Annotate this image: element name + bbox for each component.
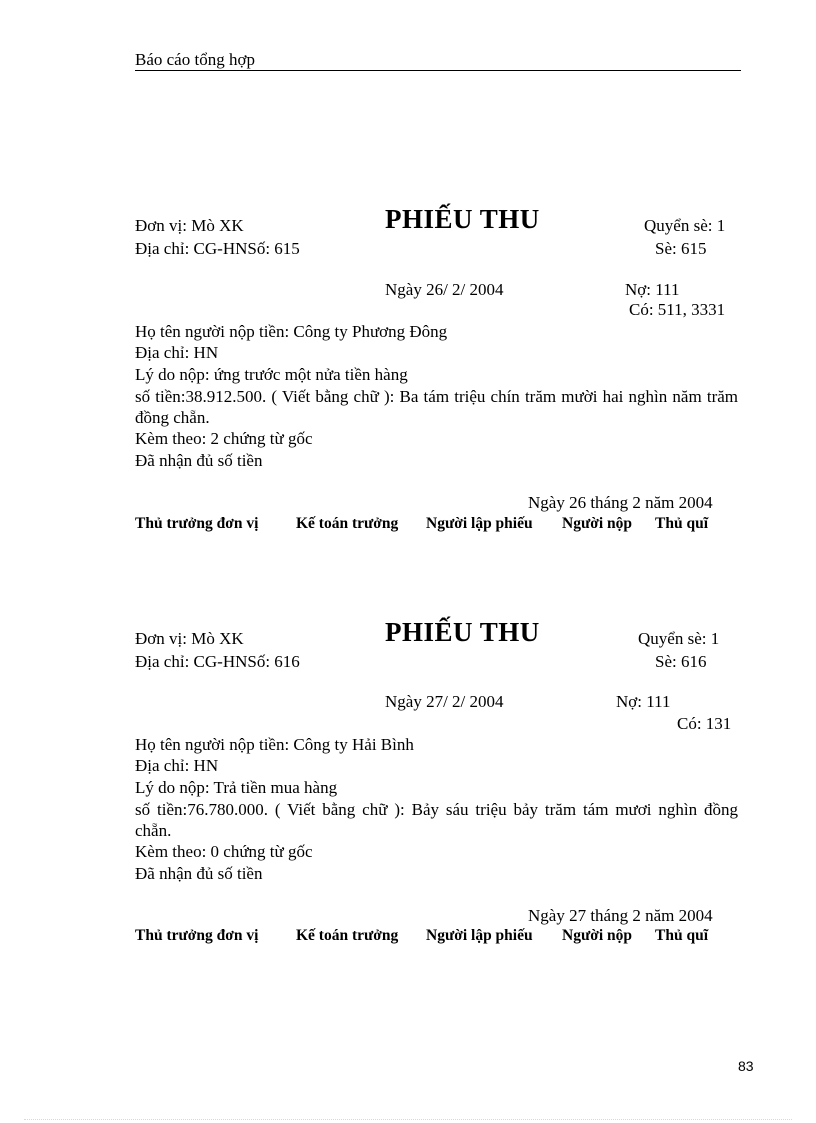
receipt-date: Ngày 26/ 2/ 2004 xyxy=(385,280,504,299)
signature-director: Thủ trưởng đơn vị xyxy=(135,515,259,532)
receipt-payer-address: Địa chỉ: HN xyxy=(135,756,219,775)
receipt-credit: Có: 511, 3331 xyxy=(629,300,726,319)
receipt-unit: Đơn vị: Mò XK xyxy=(135,629,244,648)
receipt-book-number: Quyển sè: 1 xyxy=(638,629,720,648)
receipt-received-note: Đã nhận đủ số tiền xyxy=(135,451,263,470)
signature-cashier: Thủ quĩ xyxy=(655,515,709,532)
receipt-attachments: Kèm theo: 0 chứng từ gốc xyxy=(135,842,313,861)
receipt-reason: Lý do nộp: ứng trước một nửa tiền hàng xyxy=(135,365,408,384)
signature-chief-accountant: Kế toán trưởng xyxy=(296,515,399,532)
signature-preparer: Người lập phiếu xyxy=(426,515,533,532)
receipt-payer-address: Địa chỉ: HN xyxy=(135,343,219,362)
receipt-debit: Nợ: 111 xyxy=(625,280,680,299)
receipt-sign-date: Ngày 27 tháng 2 năm 2004 xyxy=(528,906,713,925)
receipt-date: Ngày 27/ 2/ 2004 xyxy=(385,692,504,711)
receipt-debit: Nợ: 111 xyxy=(616,692,671,711)
signature-cashier: Thủ quĩ xyxy=(655,927,709,944)
receipt-number: Sè: 616 xyxy=(655,652,707,671)
page-header-title: Báo cáo tổng hợp xyxy=(135,50,255,69)
header-divider xyxy=(135,70,741,71)
signature-director: Thủ trưởng đơn vị xyxy=(135,927,259,944)
signature-preparer: Người lập phiếu xyxy=(426,927,533,944)
receipt-reason: Lý do nộp: Trả tiền mua hàng xyxy=(135,778,338,797)
receipt-title: PHIẾU THU xyxy=(385,617,540,647)
receipt-number: Sè: 615 xyxy=(655,239,707,258)
receipt-payer-name: Họ tên người nộp tiền: Công ty Hải Bình xyxy=(135,735,414,754)
receipt-unit: Đơn vị: Mò XK xyxy=(135,216,244,235)
signature-payer: Người nộp xyxy=(562,515,632,532)
signature-row xyxy=(0,927,816,949)
signature-payer: Người nộp xyxy=(562,927,632,944)
page-bottom-divider xyxy=(24,1119,792,1120)
receipt-book-number: Quyển sè: 1 xyxy=(644,216,726,235)
receipt-title: PHIẾU THU xyxy=(385,204,540,234)
receipt-payer-name: Họ tên người nộp tiền: Công ty Phương Đông xyxy=(135,322,448,341)
signature-chief-accountant: Kế toán trưởng xyxy=(296,927,399,944)
signature-row xyxy=(0,515,816,537)
receipt-received-note: Đã nhận đủ số tiền xyxy=(135,864,263,883)
receipt-amount: số tiền:76.780.000. ( Viết bằng chữ ): Bảy sáu triệu bảy trăm tám mươi nghìn đồng chẵn. xyxy=(135,800,738,840)
receipt-credit: Có: 131 xyxy=(677,714,732,733)
receipt-attachments: Kèm theo: 2 chứng từ gốc xyxy=(135,429,313,448)
receipt-sign-date: Ngày 26 tháng 2 năm 2004 xyxy=(528,493,713,512)
receipt-address-number: Địa chỉ: CG-HNSố: 615 xyxy=(135,239,300,258)
page-number: 83 xyxy=(738,1058,754,1074)
receipt-address-number: Địa chỉ: CG-HNSố: 616 xyxy=(135,652,300,671)
receipt-amount: số tiền:38.912.500. ( Viết bằng chữ ): Ba tám triệu chín trăm mười hai nghìn năm trăm đồng chẵn. xyxy=(135,387,738,427)
